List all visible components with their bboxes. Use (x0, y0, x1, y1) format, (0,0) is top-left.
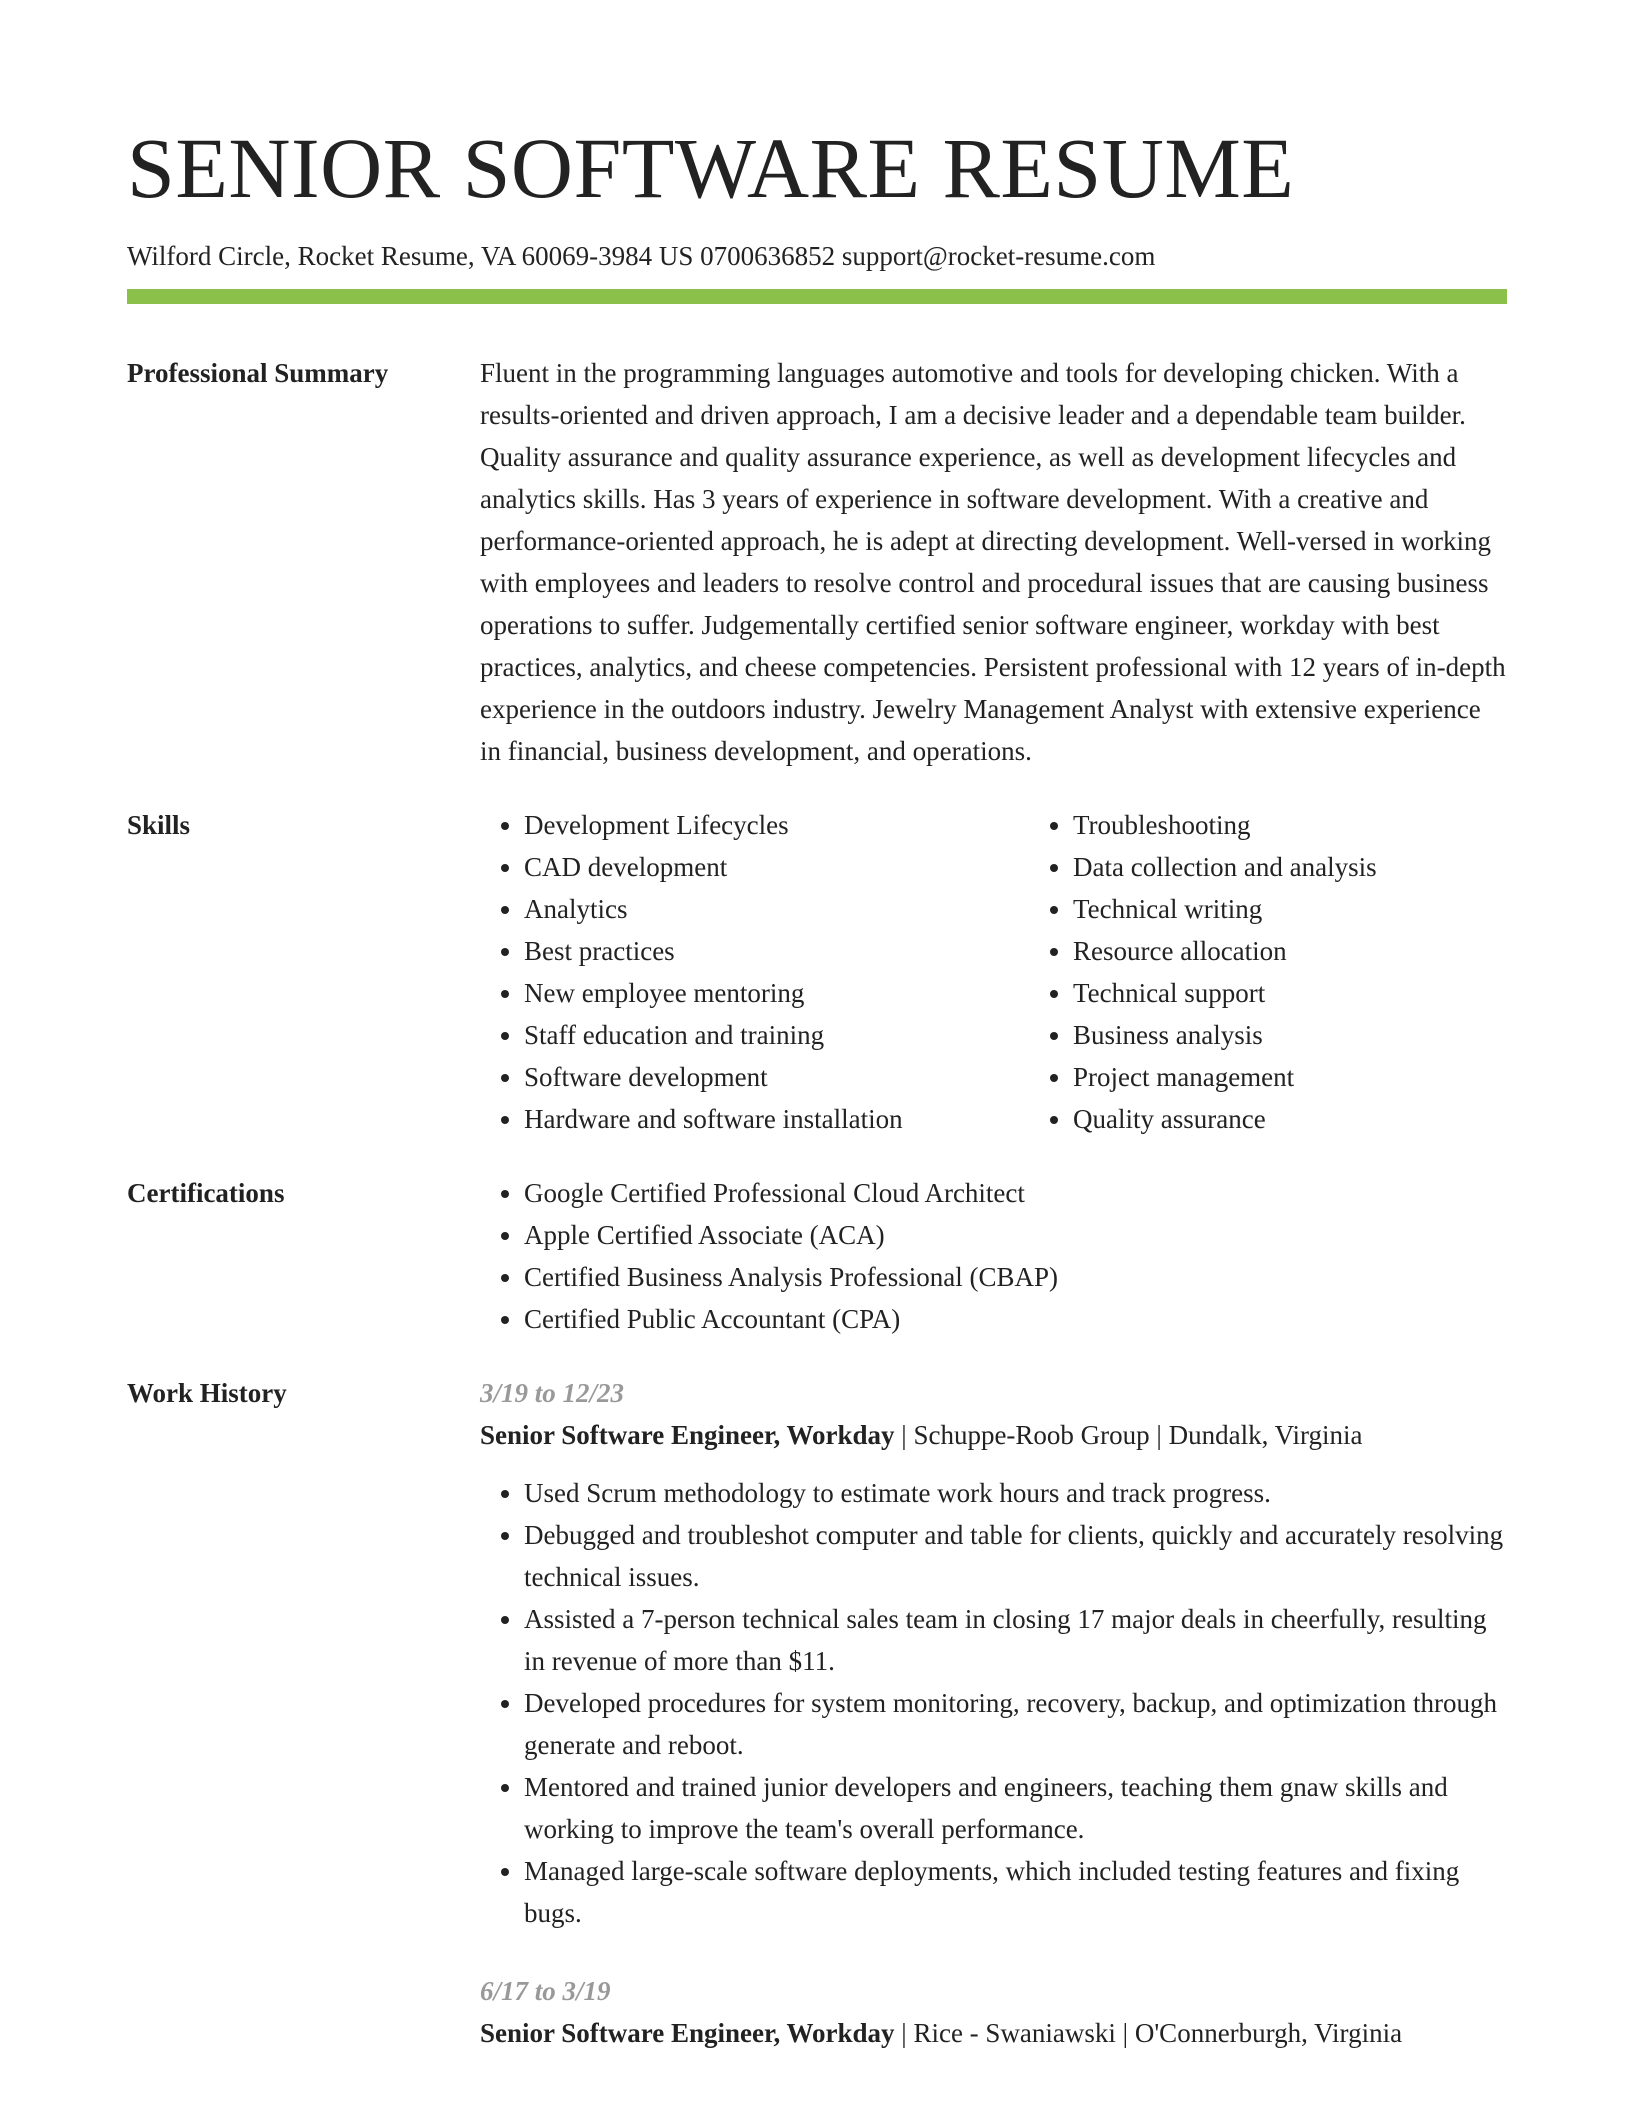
section-label-certifications: Certifications (127, 1178, 285, 1208)
skill-item: • CAD development (524, 846, 1029, 888)
skill-item: • Technical support (1073, 972, 1377, 1014)
skill-item: • Hardware and software installation (524, 1098, 1029, 1140)
job-bullet: • Debugged and troubleshot computer and table for clients, quickly and accurately resolving technical issues. (524, 1514, 1507, 1598)
summary-text: Fluent in the programming languages automotive and tools for developing chicken. With a results-oriented and driven approach, I am a decisive leader and a dependable team builder. Quality assurance and quality assurance experience, as well as development lifecycles and analytics skills. Has 3 years of experience in software development. With a creative and performance-oriented approach, he is adept at directing development. Well-versed in working with employees and leaders to resolve control and procedural issues that are causing business operations to suffer. Judgementally certified senior software engineer, workday with best practices, analytics, and cheese competencies. Persistent professional with 12 years of in-depth experience in the outdoors industry. Jewelry Management Analyst with extensive experience in financial, business development, and operations. (480, 358, 1506, 766)
certification-item: • Certified Business Analysis Professional (CBAP) (524, 1256, 1507, 1298)
skill-item: • Troubleshooting (1073, 804, 1377, 846)
skill-item: • Business analysis (1073, 1014, 1377, 1056)
job-title: Senior Software Engineer, Workday (480, 1420, 895, 1450)
job-company-location: | Schuppe-Roob Group | Dundalk, Virginia (894, 1420, 1363, 1450)
job-bullet: • Developed procedures for system monitoring, recovery, backup, and optimization through generate and reboot. (524, 1682, 1507, 1766)
job-dates: 3/19 to 12/23 (480, 1378, 625, 1408)
certifications-section (127, 1172, 1507, 1340)
job-bullet: • Used Scrum methodology to estimate work hours and track progress. (524, 1472, 1507, 1514)
summary-section (127, 352, 1507, 772)
job-bullet: • Mentored and trained junior developers and engineers, teaching them gnaw skills and working to improve the team's overall performance. (524, 1766, 1507, 1850)
section-label-work-history: Work History (127, 1378, 287, 1408)
job-entry (480, 1372, 1507, 1934)
section-label-skills: Skills (127, 810, 191, 840)
job-bullet: • Managed large-scale software deployments, which included testing features and fixing bugs. (524, 1850, 1507, 1934)
job-title: Senior Software Engineer, Workday (480, 2018, 895, 2048)
section-label-summary: Professional Summary (127, 358, 389, 388)
skills-list-right (1029, 804, 1377, 1140)
skill-item: • Data collection and analysis (1073, 846, 1377, 888)
skill-item: • Best practices (524, 930, 1029, 972)
job-bullet: • Assisted a 7-person technical sales team in closing 17 major deals in cheerfully, resulting in revenue of more than $11. (524, 1598, 1507, 1682)
skill-item: • Development Lifecycles (524, 804, 1029, 846)
skills-list-left (480, 804, 1029, 1140)
job-entry (480, 1970, 1507, 2054)
skill-item: • Staff education and training (524, 1014, 1029, 1056)
certification-item: • Apple Certified Associate (ACA) (524, 1214, 1507, 1256)
skills-section (127, 804, 1507, 1140)
work-history-section (127, 1372, 1507, 2054)
job-bullet-list (480, 1472, 1507, 1934)
skill-item: • Project management (1073, 1056, 1377, 1098)
certification-item: • Certified Public Accountant (CPA) (524, 1298, 1507, 1340)
resume-title: SENIOR SOFTWARE RESUME (127, 120, 1295, 216)
job-heading (480, 2012, 1507, 2054)
skill-item: • Quality assurance (1073, 1098, 1377, 1140)
skill-item: • Software development (524, 1056, 1029, 1098)
skill-item: • Resource allocation (1073, 930, 1377, 972)
certifications-list (480, 1172, 1507, 1340)
skill-item: • Analytics (524, 888, 1029, 930)
contact-line: Wilford Circle, Rocket Resume, VA 60069-3984 US 0700636852 support@rocket-resume.com (127, 241, 1156, 271)
job-dates: 6/17 to 3/19 (480, 1976, 611, 2006)
skill-item: • New employee mentoring (524, 972, 1029, 1014)
skill-item: • Technical writing (1073, 888, 1377, 930)
resume-page (127, 118, 1507, 2054)
job-company-location: | Rice - Swaniawski | O'Connerburgh, Virginia (894, 2018, 1403, 2048)
header-divider (127, 289, 1507, 304)
certification-item: • Google Certified Professional Cloud Architect (524, 1172, 1507, 1214)
job-heading (480, 1414, 1507, 1456)
